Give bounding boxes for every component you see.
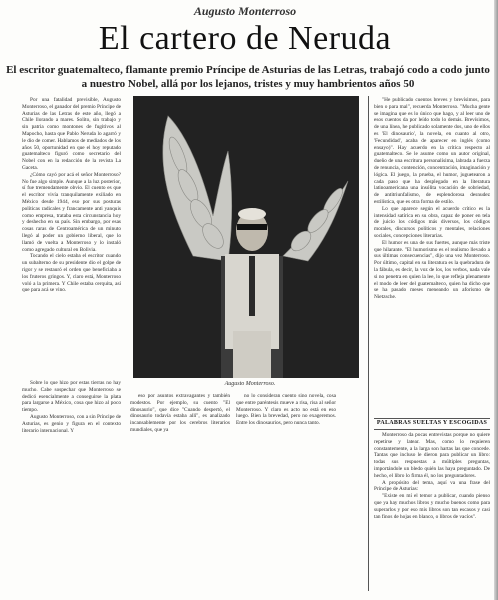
- paragraph: eso por asuntos extravagantes y también modestos. Por ejemplo, su cuento "El dinosaurio", que dice "Cuando despertó, el dinosaurio todavía estaba allí", es analizado incansablemente por los cerebros literarios mundiales, que ya: [130, 393, 230, 433]
- paragraph: Monterroso da pocas entrevistas porque no quiere repetirse y latear. Mas, como lo requieren constantemente, a la larga son hartas las que concede. Tantas que incluso le dieron para publicar un libro: todas sus respuestas a múltiples preguntas, importándole un bledo quién las haya preguntado. De hecho, el libro lo firma él, no los preguntadores.: [374, 432, 490, 479]
- article-headline: El cartero de Neruda: [98, 20, 392, 57]
- body-column-2: [130, 393, 230, 463]
- paragraph: ¿Cómo cayó por acá el señor Monterroso? No fue algo simple. Aunque a la luz posterior, sí fue tremendamente obvio. El cuento es que el escritor vivía tranquilamente exiliado en México desde 1944, eso por sus posturas políticas radicales y francamente anti yanquis como empresa, trataba esta circunstancia hoy y deshecho en su país. Sin embargo, por esas cosas raras de Centroamérica de un minuto llegó al poder un gobierno liberal, que lo llamó de vuelta a Monterroso y lo instaló como agregado cultural en Bolivia.: [22, 171, 121, 253]
- paragraph: "Existe en mí el temor a publicar, cuando pienso que ya hay muchos libros y mucho buenos como para superarlos y por eso mis libros son tan escasos y casi tan finos de hojas en blanco, o libros de vacíos".: [374, 493, 490, 520]
- body-column-3: [236, 393, 336, 463]
- paragraph: "He publicado cuentos breves y brevísimos, para bien o para mal", recuerda Monterroso. "Mucha gente se imagina que es lo único que hago, y al leer uno de esos cuentos da por leído todo lo demás. Brevísimos, de una línea, he publicado solamente dos, uno de ellos es 'El dinosaurio', la novela, en cuanto al otro, 'Fecundidad', acaba de aparecer en inglés (como ensayo)". Hay acuerdo en la crítica respecto al guatemalteco. Se le asume como un autor original, dueño de una escritura personalísima, labrada a fuerza de renuncia, contención, concentración, imaginación y lógica. El juego, la prueba, el humor, juguetearon a cada paso que ha desplegado en la literatura latinoamericana una insólita vocación de sobriedad, de antitriunfalismo, de esplendorosa desnudez estilística, que es otra forma de estilo.: [374, 97, 490, 205]
- body-column-1: [22, 97, 121, 377]
- section-divider: [374, 418, 490, 419]
- paragraph: Por una fatalidad previsible, Augusto Monterroso, el ganador del premio Príncipe de Asturias de las Letras de este año, llegó a Chile llorando a mares. Solito, sin trabajo y sin patria como montones de fugitivos al Mapocho, hasta que Pablo Neruda lo agarró y le dio de comer. Hablamos de mediados de los años 50, oportunidad en que el hoy reputado guatemalteco figuró como secretario del Nobel con en la redacción de la revista La Gaceta.: [22, 97, 121, 171]
- paragraph: Lo que aparece según el acuerdo crítico es la intensidad satírica en su obra, capaz de poner en tela de juicio los códigos más diversos, los códigos morales, discursos políticos y mentales, relaciones sociales, concepciones literarias.: [374, 205, 490, 239]
- section-divider: [374, 429, 490, 430]
- photo-caption: Augusto Monterroso.: [224, 381, 276, 387]
- article-author: Augusto Monterroso: [193, 4, 297, 18]
- scan-edge: [494, 0, 498, 600]
- paragraph: no lo consideran cuento sino novela, cosa que entre paréntesis mueve a risa, risa al señor Monterroso. Y claro es acto no está en eso luego. Bien la brevedad, pero no exageremos. Entre los dinosaurios, pero nunca tanto.: [236, 393, 336, 427]
- article-deck: El escritor guatemalteco, flamante premio Príncipe de Asturias de las Letras, trabajó codo a codo junto a nuestro Nobel, allá por los lejanos, tristes y muy hambrientos años 50: [6, 64, 490, 90]
- sidebar-column: [374, 432, 490, 592]
- angel-wings-sculpture-image: [133, 96, 359, 378]
- sidebar-subhead: PALABRAS SUELTAS Y ESCOGIDAS: [376, 420, 488, 426]
- paragraph: Tocando el cielo estaba el escritor cuando un subalterno de su presidente dio el golpe de rigor y se restauró el orden que beneficiaba a los fruteros gringos. Y, claro está, Monterroso voló a la primera. Y Chile estaba cerquita, así que para acá se vino.: [22, 253, 121, 294]
- body-column-4: [374, 97, 490, 417]
- paragraph: Augusto Monterroso, con a sin Príncipe de Asturias, es genio y figura en el contexto literario internacional. Y: [22, 413, 121, 434]
- column-divider: [368, 96, 369, 591]
- body-column-1-continued: [22, 380, 121, 434]
- author-photo: [133, 96, 359, 378]
- paragraph: A propósito del tema, aquí va una frase del Príncipe de Asturias:: [374, 479, 490, 493]
- paragraph: El humor es una de sus fuertes, aunque más triste que hilarante. "El humorismo es el realismo llevado a sus últimas consecuencias", dijo una vez Monterroso. Por último, capital en su literatura es la quebradura de la fábula, es decir, la voz de los, los verbos, nada vale si no penetra en quien la lee, lo que refleja plenamente el modo de leer del guatemalteco, quien ha dicho que se ha pasado meses meneando un aforismo de Nietzsche.: [374, 239, 490, 301]
- paragraph: Sobre lo que hizo por estas tierras no hay mucho. Cabe sospechar que Monterroso se dedicó esencialmente a conseguirse la plata para largarse a México, cosa que hizo al poco tiempo.: [22, 380, 121, 414]
